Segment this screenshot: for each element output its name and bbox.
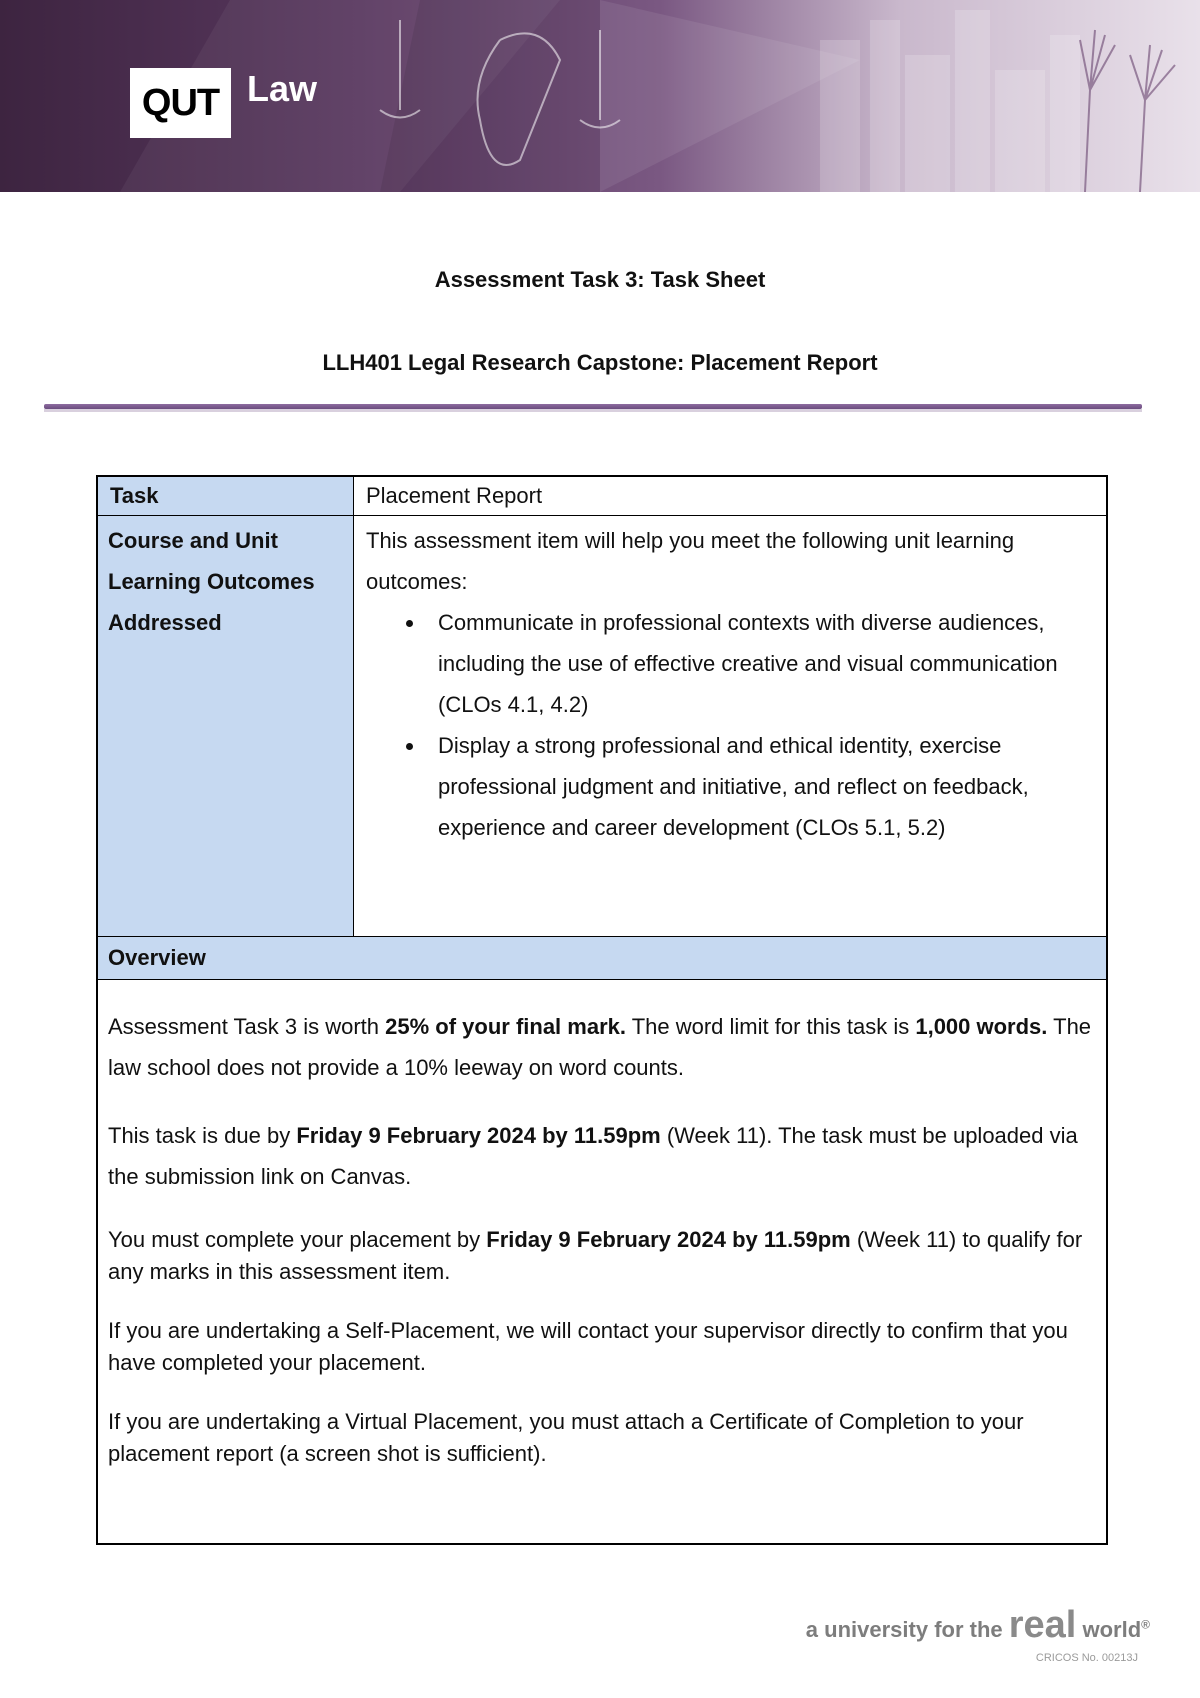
word-limit-emphasis: 1,000 words. (915, 1014, 1048, 1039)
outcomes-row (98, 516, 1106, 937)
outcomes-intro: This assessment item will help you meet the following unit learning outcomes: (366, 528, 1015, 594)
text-run: (Week 11) to qualify for any marks in this assessment item. (108, 1227, 1083, 1284)
page-title: Assessment Task 3: Task Sheet (434, 267, 766, 292)
overview-body (98, 980, 1106, 1543)
overview-paragraph-virtual-placement: If you are undertaking a Virtual Placement, you must attach a Certificate of Completion to your placement report (a screen shot is sufficient). (108, 1409, 1024, 1466)
outcomes-label: Course and Unit Learning Outcomes Addressed (98, 516, 354, 936)
unit-subtitle: LLH401 Legal Research Capstone: Placement Report (322, 350, 878, 375)
tagline-real: real (1008, 1604, 1077, 1646)
registered-mark: ® (1141, 1617, 1150, 1632)
task-label: Task (98, 477, 354, 515)
text-run: The law school does not provide a 10% leeway on word counts. (108, 1014, 1092, 1080)
qut-law-logo (130, 68, 317, 138)
assessment-table (96, 475, 1108, 1545)
placement-date-emphasis: Friday 9 February 2024 by 11.59pm (486, 1227, 851, 1252)
tagline-text (805, 1604, 1150, 1646)
tagline-part: a university for the (805, 1617, 1009, 1642)
footer-tagline (806, 1604, 1150, 1647)
text-run: (Week 11). The task must be uploaded via the submission link on Canvas. (108, 1123, 1078, 1189)
overview-header (98, 937, 1106, 980)
text-run: This task is due by (108, 1123, 297, 1148)
task-value: Placement Report (366, 483, 543, 508)
outcomes-value (354, 516, 1106, 936)
outcomes-list (366, 602, 1094, 848)
overview-paragraph-weighting (108, 1006, 1096, 1088)
tagline-world: world (1076, 1617, 1142, 1642)
overview-paragraph-placement (108, 1224, 1096, 1288)
header-banner (0, 0, 1200, 192)
task-row (98, 477, 1106, 516)
divider-shadow (44, 409, 1142, 412)
overview-row (98, 980, 1106, 1543)
weighting-emphasis: 25% of your final mark. (385, 1014, 626, 1039)
cricos-number: CRICOS No. 00213J (1035, 1652, 1138, 1664)
outcome-item: • Communicate in professional contexts with diverse audiences, including the use of effective creative and visual communication (CLOs 4.1, 4.2) (426, 602, 1094, 725)
qut-logo-box: QUT (130, 68, 231, 138)
text-run: Assessment Task 3 is worth (108, 1014, 386, 1039)
text-run: The word limit for this task is (626, 1014, 916, 1039)
overview-paragraph-self-placement: If you are undertaking a Self-Placement, we will contact your supervisor directly to confirm that you have completed your placement. (108, 1318, 1068, 1375)
outcome-item: • Display a strong professional and ethical identity, exercise professional judgment and initiative, and reflect on feedback, experience and career development (CLOs 5.1, 5.2) (426, 725, 1094, 848)
text-run: You must complete your placement by (108, 1227, 487, 1252)
overview-label: Overview (108, 945, 206, 970)
due-date-emphasis: Friday 9 February 2024 by 11.59pm (296, 1123, 661, 1148)
law-wordmark: Law (247, 68, 318, 109)
overview-paragraph-due (108, 1115, 1096, 1197)
